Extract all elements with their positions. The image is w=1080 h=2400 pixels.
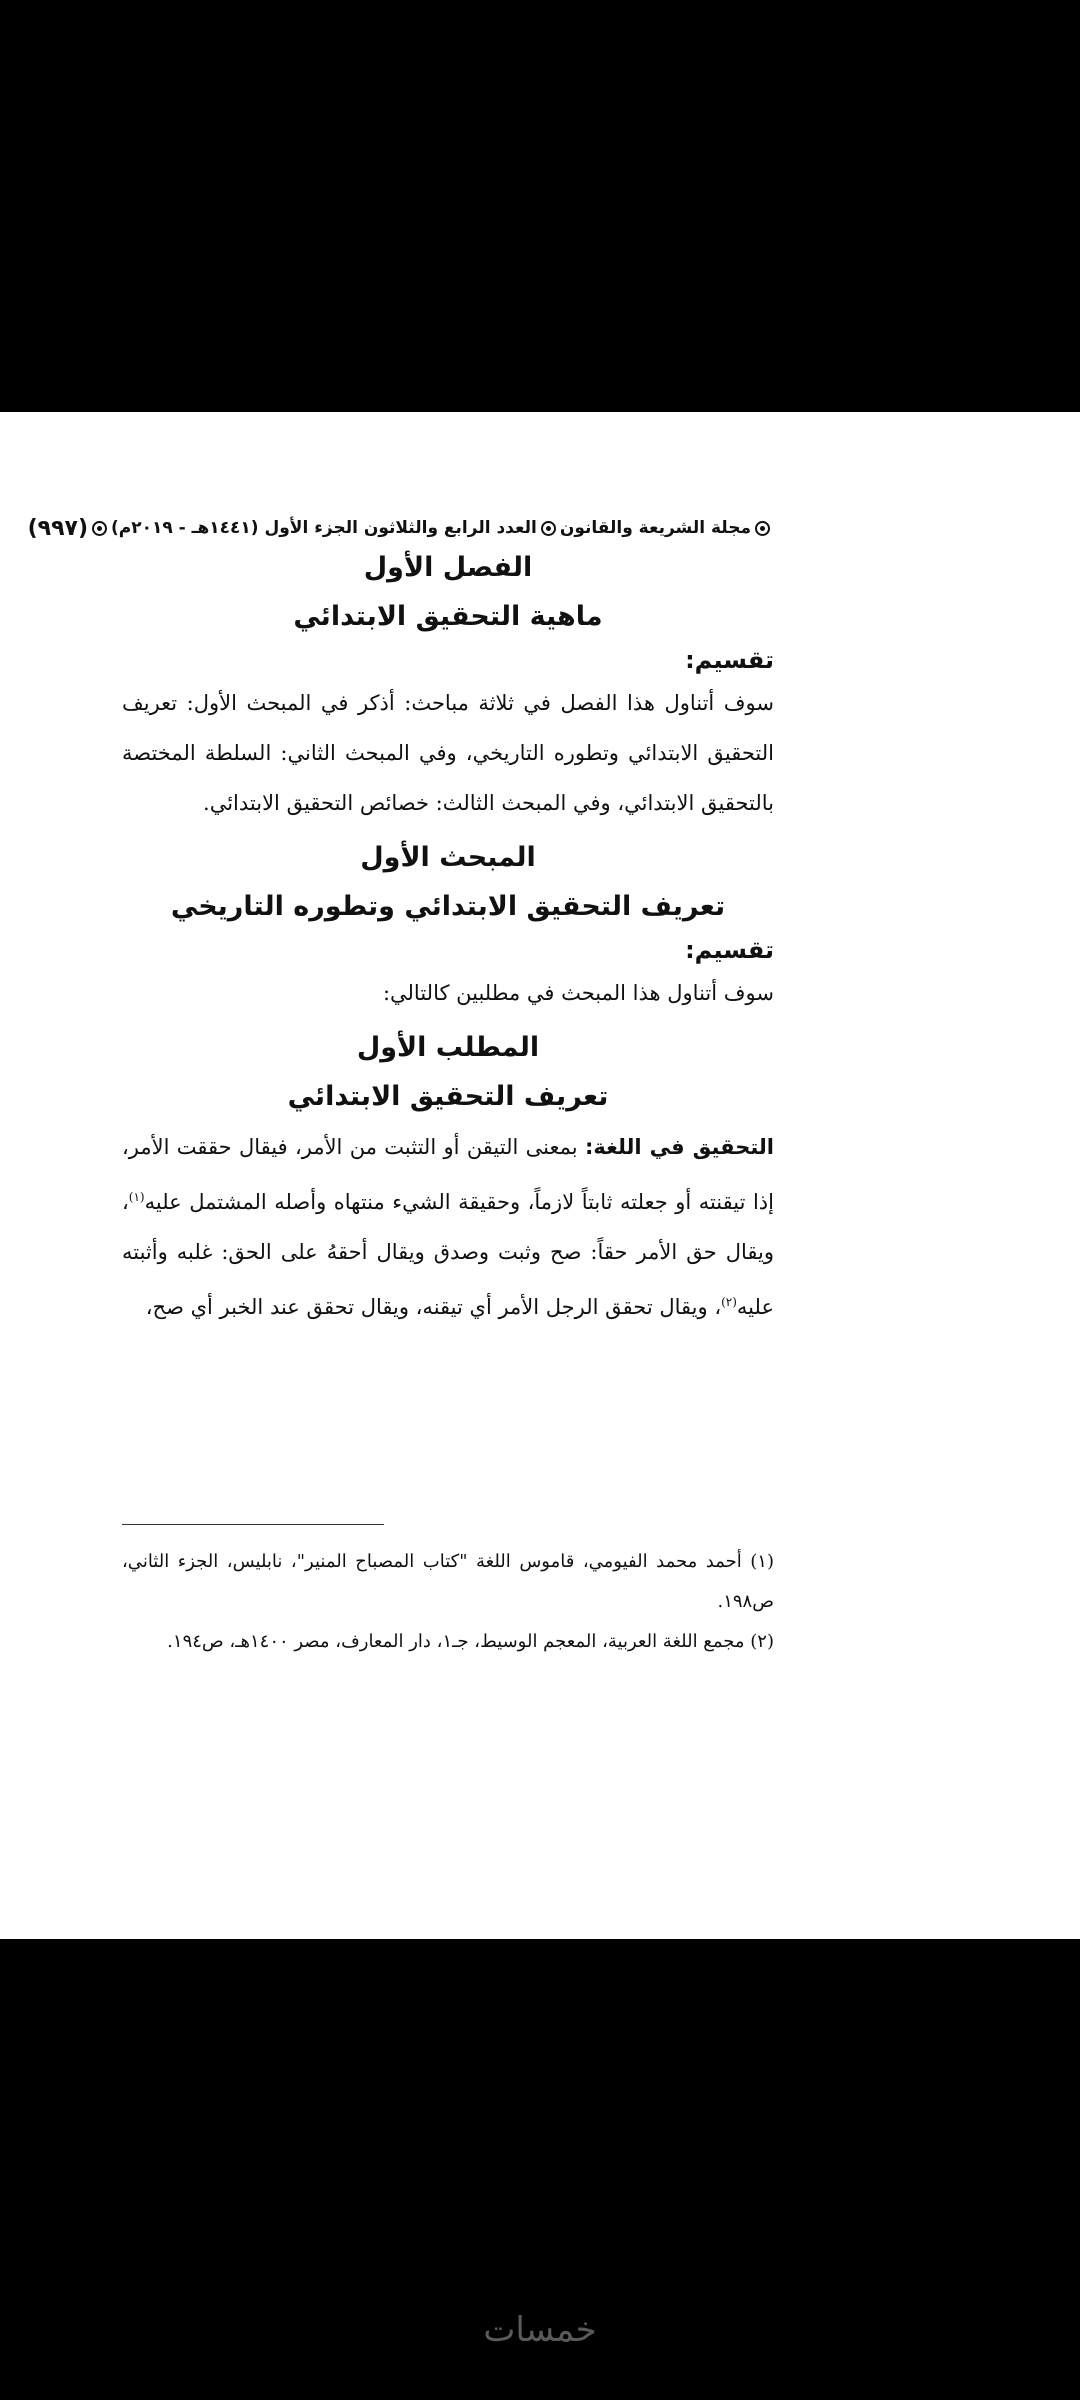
page-content — [27, 512, 774, 1652]
footnote-divider — [122, 1524, 384, 1525]
bullet-icon — [755, 521, 770, 536]
footnote-ref-1[interactable]: (١) — [128, 1190, 145, 1204]
chapter-title: ماهية التحقيق الابتدائي — [293, 601, 603, 632]
watermark-logo: خمسات — [483, 2310, 597, 2350]
running-head-title — [88, 518, 774, 538]
document-page — [0, 412, 1080, 1939]
section-label: المبحث الأول — [360, 842, 536, 873]
footnotes — [122, 1542, 774, 1662]
footnote-ref-2[interactable]: (٢) — [721, 1295, 737, 1309]
intro-subhead: تقسيم: — [685, 646, 774, 674]
section-title: تعريف التحقيق الابتدائي وتطوره التاريخي — [170, 891, 726, 922]
definition-paragraph — [122, 1122, 774, 1332]
definition-lead: التحقيق في اللغة: — [584, 1135, 774, 1159]
bullet-icon — [541, 521, 556, 536]
definition-text-3: ، ويقال تحقق الرجل الأمر أي تيقنه، ويقال تحقق عند الخبر أي صح، — [145, 1295, 722, 1319]
footnote-2: (٢) مجمع اللغة العربية، المعجم الوسيط، جـ١، دار المعارف، مصر ١٤٠٠هـ، ص١٩٤. — [167, 1631, 774, 1652]
subsection-title: تعريف التحقيق الابتدائي — [287, 1081, 609, 1112]
subsection-label: المطلب الأول — [356, 1032, 540, 1063]
issue-info: العدد الرابع والثلاثون الجزء الأول (١٤٤١هـ - ٢٠١٩م) — [111, 518, 537, 538]
top-black-bar — [0, 0, 1080, 412]
footnote-1: (١) أحمد محمد الفيومي، قاموس اللغة "كتاب المصباح المنير"، نابليس، الجزء الثاني، ص١٩٨. — [122, 1551, 774, 1612]
page-number: (٩٩٧) — [27, 515, 89, 541]
section-paragraph: سوف أتناول هذا المبحث في مطلبين كالتالي: — [382, 981, 774, 1005]
definition-text-1: بمعنى التيقن أو التثبت من الأمر، فيقال حققت الأمر، إذا تيقنته أو جعلته ثابتاً لازماً، وحقيقة الشيء منتهاه وأصله المشتمل عليه — [122, 1135, 774, 1214]
bullet-icon — [92, 521, 107, 536]
intro-paragraph: سوف أتناول هذا الفصل في ثلاثة مباحث: أذكر في المبحث الأول: تعريف التحقيق الابتدائي وتطوره التاريخي، وفي المبحث الثاني: السلطة المختصة بالتحقيق الابتدائي، وفي المبحث الثالث: خصائص التحقيق الابتدائي. — [122, 691, 774, 815]
chapter-label: الفصل الأول — [363, 552, 533, 583]
running-head — [27, 512, 774, 544]
section-subhead: تقسيم: — [685, 936, 774, 964]
definition-text-2: ، ويقال حق الأمر حقاً: صح وثبت وصدق ويقال أحقهُ على الحق: غلبه وأثبته عليه — [122, 1190, 774, 1319]
journal-name: مجلة الشريعة والقانون — [559, 518, 751, 538]
